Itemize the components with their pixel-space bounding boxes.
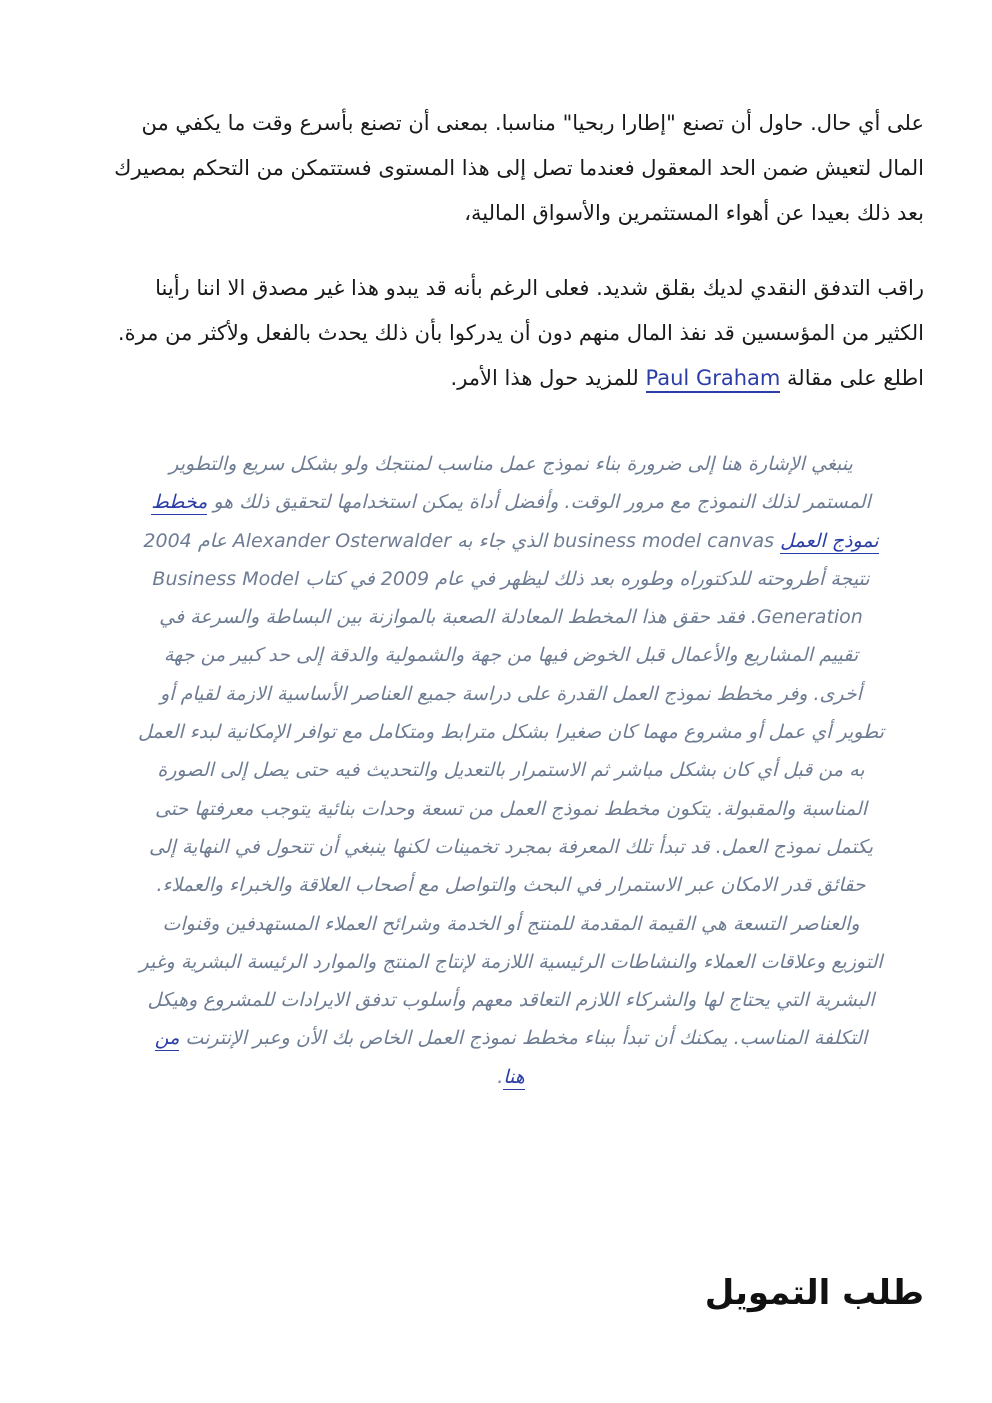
- section-heading-funding-request: طلب التمويل: [704, 1273, 924, 1313]
- build-canvas-online-link[interactable]: من هنا: [154, 1027, 525, 1088]
- paul-graham-article-link[interactable]: Paul Graham: [646, 366, 781, 393]
- business-model-canvas-note: [138, 445, 884, 1096]
- quote-text-intro: ينبغي الإشارة هنا إلى ضرورة بناء نموذج عمل مناسب لمنتجك ولو بشكل سريع والتطوير المستمر لذلك النموذج مع مرور الوقت. وأفضل أداة يمكن استخدامها لتحقيق ذلك هو: [169, 453, 871, 514]
- quote-text-body: business model canvas الذي جاء به Alexander Osterwalder عام 2004 نتيجة أطروحته للدكتوراه وطوره بعد ذلك ليظهر في عام 2009 في كتاب Business Model Generation. فقد حقق هذا المخطط المعادلة الصعبة بالموازنة بين البساطة والسرعة في تقييم المشاريع والأعمال قبل الخوض فيها من جهة والشمولية والدقة إلى حد كبير من جهة أخرى. وفر مخطط نموذج العمل القدرة على دراسة جميع العناصر الأساسية الازمة لقيام أو تطوير أي عمل أو مشروع مهما كان صغيرا بشكل مترابط ومتكامل مع توافر الإمكانية لبدء العمل به من قبل أي كان بشكل مباشر ثم الاستمرار بالتعديل والتحديث فيه حتى يصل إلى الصورة المناسبة والمقبولة. يتكون مخطط نموذج العمل من تسعة وحدات بنائية يتوجب معرفتها حتى يكتمل نموذج العمل. قد تبدأ تلك المعرفة بمجرد تخمينات لكنها ينبغي أن تتحول في النهاية إلى حقائق قدر الامكان عبر الاستمرار في البحث والتواصل مع أصحاب العلاقة والخبراء والعملاء. والعناصر التسعة هي القيمة المقدمة للمنتج أو الخدمة وشرائح العملاء المستهدفين وقنوات التوزيع وعلاقات العملاء والنشاطات الرئيسية اللازمة لإنتاج المنتج والموارد الرئيسة البشرية وغير البشرية التي يحتاج لها والشركاء اللازم التعاقد معهم وأسلوب تدفق الايرادات للمشروع وهيكل التكلفة المناسب. يمكنك أن تبدأ ببناء مخطط نموذج العمل الخاص بك الأن وعبر الإنترنت: [138, 529, 884, 1050]
- business-model-canvas-link[interactable]: مخطط نموذج العمل: [151, 491, 879, 552]
- paragraph-text-before-link: راقب التدفق النقدي لديك بقلق شديد. فعلى الرغم بأنه قد يبدو هذا غير مصدق الا اننا رأينا الكثير من المؤسسين قد نفذ المال منهم دون أن يدركوا بأن ذلك يحدث بالفعل ولأكثر من مرة. اطلع على مقالة: [117, 276, 924, 390]
- paragraph-text-after-link: للمزيد حول هذا الأمر.: [450, 366, 639, 390]
- paragraph-cash-flow: [102, 266, 924, 401]
- quote-text-end: .: [497, 1065, 504, 1088]
- paragraph-profit-frame: [102, 101, 924, 236]
- paragraph-text: على أي حال. حاول أن تصنع "إطارا ربحيا" مناسبا. بمعنى أن تصنع بأسرع وقت ما يكفي من المال لتعيش ضمن الحد المعقول فعندما تصل إلى هذا المستوى فستتمكن من التحكم بمصيرك بعد ذلك بعيدا عن أهواء المستثمرين والأسواق المالية،: [114, 111, 924, 225]
